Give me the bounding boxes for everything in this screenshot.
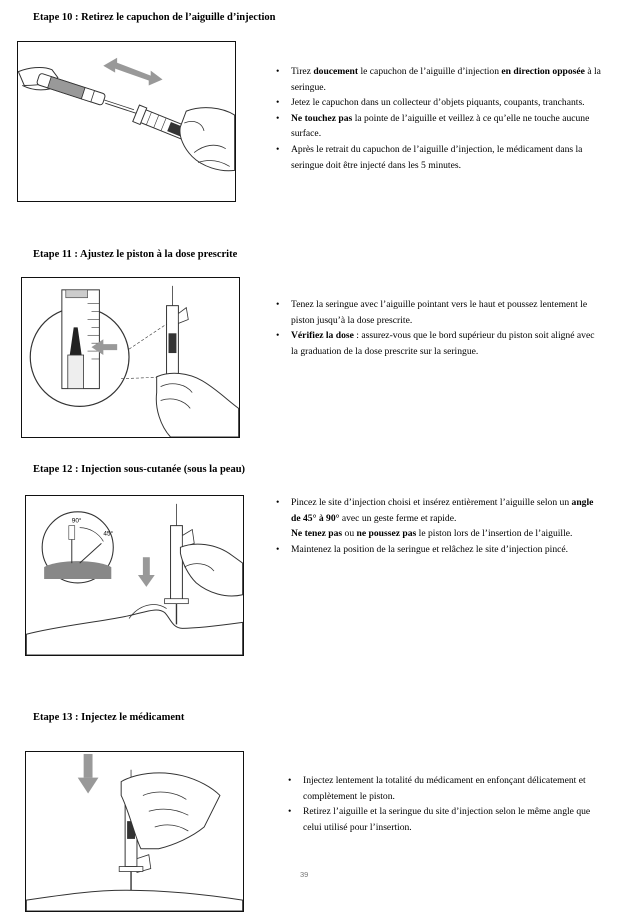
- instruction-item: • Après le retrait du capuchon de l’aiguille d’injection, le médicament dans la seringue doit être injecté dans les 5 minutes.: [291, 142, 601, 173]
- step-13-title: Etape 13 : Injectez le médicament: [33, 712, 185, 723]
- instruction-item: • Ne touchez pas la pointe de l’aiguille et veillez à ce qu’elle ne touche aucune surface.: [291, 111, 601, 142]
- instruction-item: • Jetez le capuchon dans un collecteur d’objets piquants, coupants, tranchants.: [291, 95, 601, 111]
- angle-45-label: 45°: [103, 530, 114, 538]
- step-10-figure: [17, 41, 236, 202]
- instruction-item: • Maintenez la position de la seringue et relâchez le site d’injection pincé.: [291, 542, 601, 558]
- step-10-title: Etape 10 : Retirez le capuchon de l’aiguille d’injection: [33, 12, 276, 23]
- instruction-item: • Vérifiez la dose : assurez-vous que le bord supérieur du piston soit aligné avec la graduation de la dose prescrite sur la seringue.: [291, 328, 601, 359]
- instruction-item: • Tenez la seringue avec l’aiguille pointant vers le haut et poussez lentement le piston jusqu’à la dose prescrite.: [291, 297, 601, 328]
- subcutaneous-injection-illustration: [26, 496, 243, 655]
- page-number: 39: [300, 870, 309, 879]
- step-12-figure: [25, 495, 244, 656]
- step-12-title: Etape 12 : Injection sous-cutanée (sous la peau): [33, 464, 246, 475]
- step-10-instructions: [273, 64, 601, 173]
- instruction-item: • Retirez l’aiguille et la seringue du site d’injection selon le même angle que celui utilisé pour l’insertion.: [303, 804, 593, 835]
- instruction-item: • Tirez doucement le capuchon de l’aiguille d’injection en direction opposée à la seringue.: [291, 64, 601, 95]
- step-13-instructions: [285, 773, 593, 835]
- angle-90-label: 90°: [71, 517, 82, 525]
- remove-needle-cap-illustration: [18, 42, 235, 201]
- step-11-figure: [21, 277, 240, 438]
- step-11-title: Etape 11 : Ajustez le piston à la dose prescrite: [33, 249, 238, 260]
- step-12-instructions: [273, 495, 601, 557]
- instruction-item: Ne tenez pas ou ne poussez pas le piston lors de l’insertion de l’aiguille.: [291, 528, 573, 540]
- step-11-instructions: [273, 297, 601, 359]
- instruction-item: • Injectez lentement la totalité du médicament en enfonçant délicatement et complètement le piston.: [303, 773, 593, 804]
- push-plunger-inject-illustration: [26, 752, 243, 911]
- step-13-figure: [25, 751, 244, 912]
- adjust-plunger-dose-illustration: [22, 278, 239, 437]
- instruction-item: • Pincez le site d’injection choisi et insérez entièrement l’aiguille selon un angle de 45° à 90° avec un geste ferme et rapide.: [291, 495, 601, 526]
